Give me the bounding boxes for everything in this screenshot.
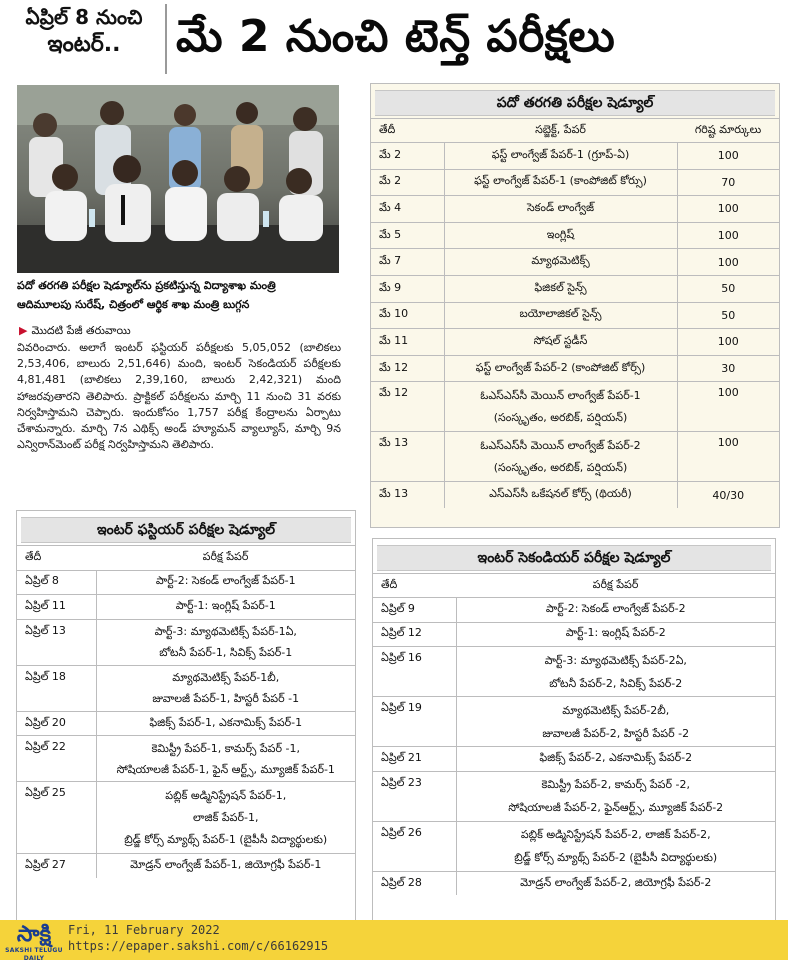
row-paper: ఫిజిక్స్ పేపర్-2, ఎకనామిక్స్ పేపర్-2 [456, 747, 775, 771]
row-date: ఏప్రిల్ 8 [17, 570, 96, 595]
kicker-divider [165, 4, 167, 74]
row-date: ఏప్రిల్ 11 [17, 595, 96, 620]
table-row [371, 329, 779, 356]
row-date: మే 12 [371, 355, 444, 382]
triangle-icon: ▶ [19, 324, 28, 337]
row-marks: 100 [677, 143, 779, 170]
row-paper: సోషల్ స్టడీస్ [444, 329, 677, 356]
row-date: ఏప్రిల్ 27 [17, 854, 96, 879]
tenth-schedule-table [370, 83, 780, 528]
col-date-header: తేదీ [17, 546, 96, 571]
photo-illustration [17, 85, 339, 273]
row-paper: ఫస్ట్ లాంగ్వేజ్ పేపర్-2 (కాంపోజిట్ కోర్స్) [444, 355, 677, 382]
row-date: మే 13 [371, 432, 444, 482]
row-paper: ఓఎస్ఎస్‌సీ మెయిన్ లాంగ్వేజ్ పేపర్-1 (సంస్కృతం, అరబిక్, పర్షియన్) [444, 382, 677, 432]
row-date: మే 12 [371, 382, 444, 432]
table-row [371, 249, 779, 276]
table-row [17, 854, 355, 879]
row-date: ఏప్రిల్ 9 [373, 598, 456, 622]
continued-from-front-page [19, 323, 349, 339]
row-paper: ఫిజిక్స్ పేపర్-1, ఎకనామిక్స్ పేపర్-1 [96, 711, 355, 736]
row-date: ఏప్రిల్ 26 [373, 821, 456, 871]
epaper-link[interactable]: https://epaper.sakshi.com/c/66162915 [68, 939, 329, 953]
inter-first-year-title: ఇంటర్ ఫస్టియర్ పరీక్షల షెడ్యూల్ [21, 517, 351, 543]
table-row [17, 619, 355, 665]
article-body: వివరించారు. అలాగే ఇంటర్ ఫస్టియర్ పరీక్షలకు 5,05,052 (బాలికలు 2,53,406, బాలురు 2,51,646) మంది, ఇంటర్ సెకండియర్ పరీక్షలకు 4,81,481 (బాలికలు 2,39,160, బాలురు 2,42,321) మంది హాజరవుతారని తెలిపారు. ప్రాక్టికల్ పరీక్షలను మార్చి 11 నుంచి 31 వరకు నిర్వహిస్తామని చెప్పారు. ఇందుకోసం 1,757 పరీక్ష కేంద్రాలను ఏర్పాటు చేశామన్నారు. మార్చి 7న ఎథిక్స్ అండ్ హ్యూమన్ వ్యాల్యూస్, మార్చి 9న ఎన్విరాన్‌మెంట్ పరీక్ష నిర్వహిస్తామని తెలిపారు. [17, 341, 341, 452]
row-date: మే 5 [371, 222, 444, 249]
row-date: ఏప్రిల్ 16 [373, 647, 456, 697]
table-row [17, 570, 355, 595]
row-paper: పార్ట్-1: ఇంగ్లిష్ పేపర్-2 [456, 622, 775, 646]
table-row [371, 432, 779, 482]
row-date: మే 2 [371, 169, 444, 196]
row-paper: పార్ట్-3: మ్యాథమెటిక్స్ పేపర్-1ఏ, బోటనీ పేపర్-1, సివిక్స్ పేపర్-1 [96, 619, 355, 665]
table-row [371, 275, 779, 302]
row-marks: 40/30 [677, 482, 779, 509]
row-marks: 100 [677, 196, 779, 223]
row-date: ఏప్రిల్ 21 [373, 747, 456, 771]
table-header-row [371, 119, 779, 143]
row-marks: 50 [677, 275, 779, 302]
row-date: ఏప్రిల్ 25 [17, 782, 96, 854]
sakshi-logo: సాక్షి [16, 922, 52, 947]
kicker-line-1: ఏప్రిల్ 8 నుంచి [25, 5, 143, 29]
table-row [373, 821, 775, 871]
row-paper: పబ్లిక్ అడ్మినిస్ట్రేషన్ పేపర్-2, లాజిక్ పేపర్-2, బ్రిడ్జ్ కోర్స్ మ్యాథ్స్ పేపర్-2 (బైపీసీ విద్యార్థులకు) [456, 821, 775, 871]
row-marks: 30 [677, 355, 779, 382]
table-row [371, 302, 779, 329]
row-paper: మోడ్రన్ లాంగ్వేజ్ పేపర్-1, జియోగ్రఫీ పేపర్-1 [96, 854, 355, 879]
press-conference-photo [17, 85, 339, 273]
inter-first-year-grid [17, 545, 355, 878]
tenth-schedule-title: పదో తరగతి పరీక్షల షెడ్యూల్ [375, 90, 775, 116]
table-header-row [373, 574, 775, 598]
table-row [17, 736, 355, 782]
row-paper: పార్ట్-2: సెకండ్ లాంగ్వేజ్ పేపర్-2 [456, 598, 775, 622]
caption-line-1: పదో తరగతి పరీక్షల షెడ్యూల్‌ను ప్రకటిస్తున్న విద్యాశాఖ మంత్రి [17, 279, 276, 292]
row-date: ఏప్రిల్ 22 [17, 736, 96, 782]
row-paper: ఫస్ట్ లాంగ్వేజ్ పేపర్-1 (కాంపోజిట్ కోర్సు) [444, 169, 677, 196]
table-row [371, 169, 779, 196]
table-row [371, 196, 779, 223]
table-row [371, 382, 779, 432]
table-row [371, 355, 779, 382]
table-row [371, 222, 779, 249]
row-paper: ఫిజికల్ సైన్స్ [444, 275, 677, 302]
row-paper: మ్యాథమెటిక్స్ పేపర్-1బీ, జువాలజీ పేపర్-1, హిస్టరీ పేపర్ -1 [96, 665, 355, 711]
col-date-header: తేదీ [371, 119, 444, 143]
row-marks: 100 [677, 432, 779, 482]
row-paper: కెమిస్ట్రీ పేపర్-2, కామర్స్ పేపర్ -2, సోషియాలజీ పేపర్-2, ఫైన్‌ఆర్ట్స్, మ్యూజిక్ పేపర్-2 [456, 771, 775, 821]
table-row [17, 665, 355, 711]
inter-first-year-table [16, 510, 356, 922]
row-paper: కెమిస్ట్రీ పేపర్-1, కామర్స్ పేపర్ -1, సోషియాలజీ పేపర్-1, ఫైన్ ఆర్ట్స్, మ్యూజిక్ పేపర్-1 [96, 736, 355, 782]
row-date: ఏప్రిల్ 28 [373, 871, 456, 895]
row-paper: మ్యాథమెటిక్స్ పేపర్-2బీ, జువాలజీ పేపర్-2, హిస్టరీ పేపర్ -2 [456, 697, 775, 747]
table-row [373, 598, 775, 622]
table-row [373, 747, 775, 771]
row-marks: 100 [677, 249, 779, 276]
row-paper: ఫస్ట్ లాంగ్వేజ్ పేపర్-1 (గ్రూప్-ఏ) [444, 143, 677, 170]
table-row [371, 482, 779, 509]
col-date-header: తేదీ [373, 574, 456, 598]
row-marks: 50 [677, 302, 779, 329]
caption-line-2: ఆదిమూలపు సురేష్, చిత్రంలో ఆర్థిక శాఖ మంత్రి బుగ్గన [17, 298, 250, 311]
photo-caption [17, 276, 347, 314]
table-row [17, 711, 355, 736]
row-marks: 100 [677, 329, 779, 356]
edition-date: Fri, 11 February 2022 [68, 923, 220, 937]
table-row [371, 143, 779, 170]
row-paper: పార్ట్-2: సెకండ్ లాంగ్వేజ్ పేపర్-1 [96, 570, 355, 595]
continued-label: మొదటి పేజీ తరువాయి [31, 324, 131, 337]
table-row [17, 782, 355, 854]
table-row [373, 647, 775, 697]
row-marks: 70 [677, 169, 779, 196]
tenth-schedule-grid [371, 118, 779, 508]
row-marks: 100 [677, 382, 779, 432]
row-date: ఏప్రిల్ 13 [17, 619, 96, 665]
table-row [373, 622, 775, 646]
row-date: మే 9 [371, 275, 444, 302]
col-paper-header: పరీక్ష పేపర్ [456, 574, 775, 598]
table-header-row [17, 546, 355, 571]
row-paper: పార్ట్-1: ఇంగ్లిష్ పేపర్-1 [96, 595, 355, 620]
inter-second-year-title: ఇంటర్ సెకండియర్ పరీక్షల షెడ్యూల్ [377, 545, 771, 571]
table-row [373, 871, 775, 895]
row-paper: పబ్లిక్ అడ్మినిస్ట్రేషన్ పేపర్-1, లాజిక్ పేపర్-1, బ్రిడ్జ్ కోర్స్ మ్యాథ్స్ పేపర్-1 (బైపీసీ విద్యార్థులకు) [96, 782, 355, 854]
kicker-line-2: ఇంటర్.. [47, 32, 121, 57]
row-date: ఏప్రిల్ 19 [373, 697, 456, 747]
table-row [373, 771, 775, 821]
row-paper: ఇంగ్లిష్ [444, 222, 677, 249]
row-marks: 100 [677, 222, 779, 249]
inter-second-year-table [372, 538, 776, 922]
headline: మే 2 నుంచి టెన్త్ పరీక్షలు [176, 11, 616, 62]
col-paper-header: పరీక్ష పేపర్ [96, 546, 355, 571]
row-date: మే 4 [371, 196, 444, 223]
inter-second-year-grid [373, 573, 775, 895]
row-date: ఏప్రిల్ 23 [373, 771, 456, 821]
row-paper: బయోలాజికల్ సైన్స్ [444, 302, 677, 329]
row-date: మే 2 [371, 143, 444, 170]
sakshi-logo-subtitle: SAKSHI TELUGU DAILY [5, 947, 63, 962]
row-date: ఏప్రిల్ 18 [17, 665, 96, 711]
col-marks-header: గరిష్ట మార్కులు [677, 119, 779, 143]
kicker [8, 4, 160, 60]
row-paper: ఓఎస్ఎస్‌సీ మెయిన్ లాంగ్వేజ్ పేపర్-2 (సంస్కృతం, అరబిక్, పర్షియన్) [444, 432, 677, 482]
row-paper: మ్యాథమెటిక్స్ [444, 249, 677, 276]
row-date: మే 13 [371, 482, 444, 509]
col-paper-header: సబ్జెక్ట్, పేపర్ [444, 119, 677, 143]
table-row [373, 697, 775, 747]
table-row [17, 595, 355, 620]
row-paper: పార్ట్-3: మ్యాథమెటిక్స్ పేపర్-2ఏ, బోటనీ పేపర్-2, సివిక్స్ పేపర్-2 [456, 647, 775, 697]
row-paper: మోడ్రన్ లాంగ్వేజ్ పేపర్-2, జియోగ్రఫీ పేపర్-2 [456, 871, 775, 895]
row-date: మే 11 [371, 329, 444, 356]
row-paper: ఎస్ఎస్‌సీ ఒకేషనల్ కోర్స్ (థియరీ) [444, 482, 677, 509]
row-date: ఏప్రిల్ 20 [17, 711, 96, 736]
row-date: ఏప్రిల్ 12 [373, 622, 456, 646]
row-date: మే 7 [371, 249, 444, 276]
row-paper: సెకండ్ లాంగ్వేజ్ [444, 196, 677, 223]
row-date: మే 10 [371, 302, 444, 329]
